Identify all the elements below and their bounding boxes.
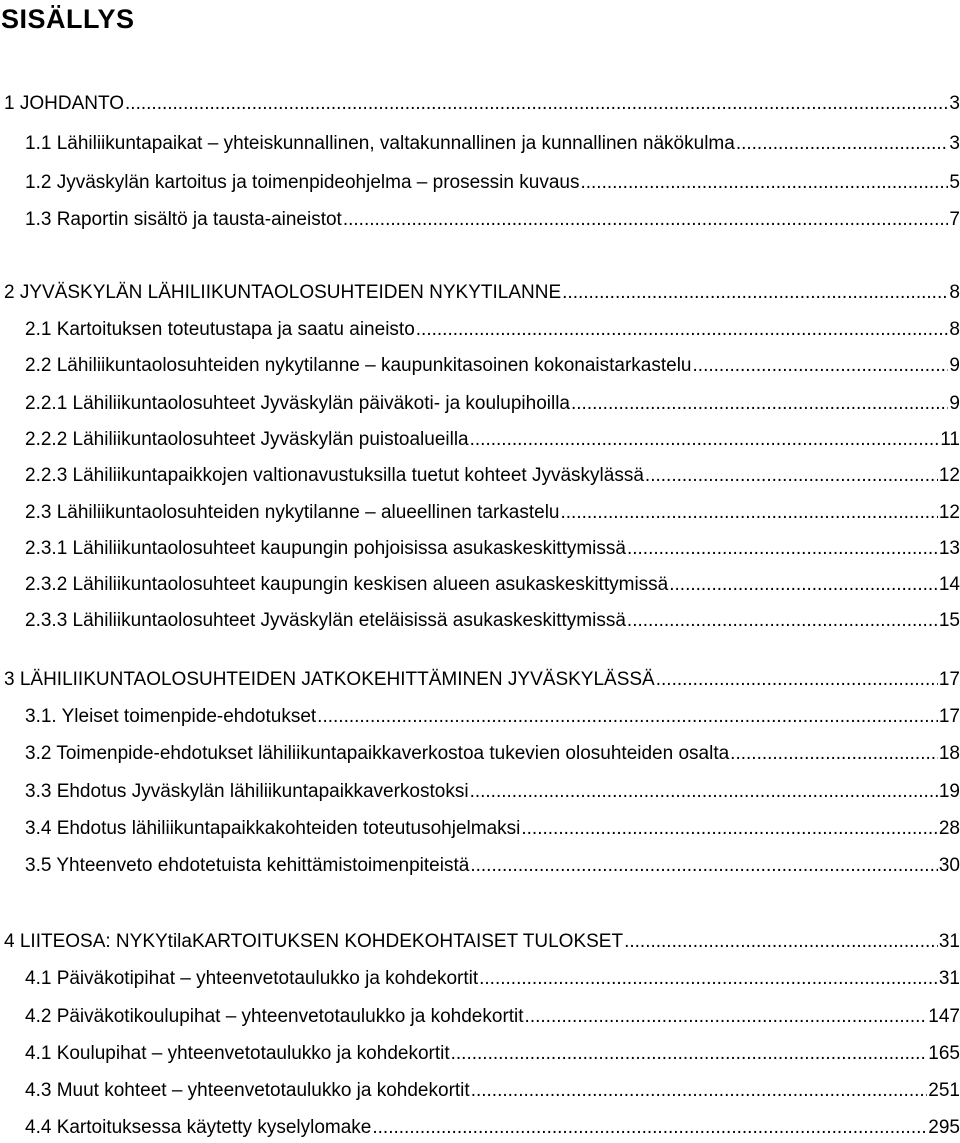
toc-leader-dots [571,392,948,416]
toc-entry[interactable] [25,132,960,156]
toc-entry-text: 3.4 Ehdotus lähiliikuntapaikkakohteiden toteutusohjelmaksi [25,818,521,839]
toc-entry-text: 2.3.1 Lähiliikuntaolosuhteet kaupungin pohjoisissa asukaskeskittymissä [25,538,626,559]
toc-leader-dots [470,428,940,452]
toc-entry-text: 4.3 Muut kohteet – yhteenvetotaulukko ja kohdekortit [25,1080,470,1101]
toc-entry[interactable] [25,780,960,804]
toc-leader-dots [372,1116,927,1140]
toc-leader-dots [645,464,938,488]
toc-leader-dots [470,780,938,804]
toc-entry[interactable] [4,281,960,305]
toc-entry-text: 2.3.3 Lähiliikuntaolosuhteet Jyväskylän eteläisissä asukaskeskittymissä [25,610,626,631]
toc-entry[interactable] [25,354,960,378]
toc-leader-dots [451,1042,928,1066]
toc-page-number: 31 [938,931,960,952]
toc-page-number: 15 [938,610,960,631]
toc-entry[interactable] [25,501,960,525]
toc-entry-text: 4.1 Päiväkotipihat – yhteenvetotaulukko ja kohdekortit [25,968,479,989]
toc-page-number: 5 [949,172,960,193]
toc-page-number: 8 [949,319,960,340]
toc-page-number: 147 [928,1006,960,1027]
toc-page-number: 251 [928,1080,960,1101]
toc-page-number: 9 [949,393,960,414]
toc-entry-text: 2.2.2 Lähiliikuntaolosuhteet Jyväskylän puistoalueilla [25,429,469,450]
toc-page-number: 12 [938,502,960,523]
toc-leader-dots [627,537,938,561]
toc-page-number: 14 [938,574,960,595]
toc-entry[interactable] [4,930,960,954]
toc-entry[interactable] [25,817,960,841]
toc-entry-text: 4.2 Päiväkotikoulupihat – yhteenvetotaulukko ja kohdekortit [25,1006,524,1027]
toc-leader-dots [624,930,938,954]
toc-leader-dots [693,354,949,378]
toc-page-number: 19 [938,781,960,802]
toc-leader-dots [470,854,938,878]
toc-page-number: 12 [938,465,960,486]
toc-leader-dots [521,817,937,841]
toc-leader-dots [125,92,948,116]
toc-entry-text: 2 JYVÄSKYLÄN LÄHILIIKUNTAOLOSUHTEIDEN NYKYTILANNE [4,282,562,303]
toc-entry[interactable] [25,537,960,561]
toc-page-number: 13 [938,538,960,559]
toc-entry-text: 1.3 Raportin sisältö ja tausta-aineistot [25,209,342,230]
toc-page-number: 3 [949,93,960,114]
toc-entry[interactable] [25,464,960,488]
toc-page-number: 17 [938,669,960,690]
toc-page-number: 28 [938,818,960,839]
toc-entry-text: 2.2.1 Lähiliikuntaolosuhteet Jyväskylän päiväkoti- ja koulupihoilla [25,393,570,414]
toc-entry[interactable] [25,967,960,991]
toc-page-number: 11 [940,429,960,450]
toc-entry[interactable] [25,742,960,766]
toc-leader-dots [317,705,938,729]
toc-leader-dots [730,742,938,766]
toc-page-number: 17 [938,706,960,727]
toc-entry[interactable] [4,92,960,116]
toc-page-number: 8 [949,282,960,303]
toc-entry[interactable] [25,171,960,195]
toc-page-number: 30 [938,855,960,876]
toc-page-number: 165 [928,1043,960,1064]
toc-page-number: 3 [949,133,960,154]
toc-entry[interactable] [25,318,960,342]
toc-entry-text: 2.3 Lähiliikuntaolosuhteiden nykytilanne – alueellinen tarkastelu [25,502,560,523]
toc-leader-dots [416,318,949,342]
toc-entry[interactable] [25,428,960,452]
toc-entry[interactable] [25,705,960,729]
toc-entry-text: 2.2.3 Lähiliikuntapaikkojen valtionavustuksilla tuetut kohteet Jyväskylässä [25,465,644,486]
toc-entry-text: 1 JOHDANTO [4,93,125,114]
toc-leader-dots [669,573,938,597]
toc-leader-dots [471,1079,928,1103]
toc-entry-text: 3.1. Yleiset toimenpide-ehdotukset [25,706,317,727]
toc-entry[interactable] [25,854,960,878]
toc-entry-text: 2.3.2 Lähiliikuntaolosuhteet kaupungin keskisen alueen asukaskeskittymissä [25,574,669,595]
toc-entry-text: 3.3 Ehdotus Jyväskylän lähiliikuntapaikkaverkostoksi [25,781,469,802]
toc-leader-dots [736,132,949,156]
toc-entry[interactable] [4,668,960,692]
toc-entry-text: 4 LIITEOSA: NYKYtilaKARTOITUKSEN KOHDEKOHTAISET TULOKSET [4,931,624,952]
toc-entry[interactable] [25,392,960,416]
toc-entry[interactable] [25,609,960,633]
toc-leader-dots [479,967,938,991]
toc-leader-dots [343,208,949,232]
toc-page-number: 31 [938,968,960,989]
toc-leader-dots [560,501,937,525]
toc-page-number: 9 [949,355,960,376]
page-title: SISÄLLYS [1,4,135,34]
toc-entry-text: 2.1 Kartoituksen toteutustapa ja saatu aineisto [25,319,415,340]
toc-entry[interactable] [25,1079,960,1103]
toc-leader-dots [656,668,938,692]
toc-page-number: 7 [949,209,960,230]
toc-page-number: 295 [928,1117,960,1138]
toc-entry-text: 4.4 Kartoituksessa käytetty kyselylomake [25,1117,372,1138]
toc-entry-text: 1.2 Jyväskylän kartoitus ja toimenpideohjelma – prosessin kuvaus [25,172,580,193]
toc-entry-text: 2.2 Lähiliikuntaolosuhteiden nykytilanne – kaupunkitasoinen kokonaistarkastelu [25,355,692,376]
toc-leader-dots [562,281,948,305]
toc-entry-text: 3.2 Toimenpide-ehdotukset lähiliikuntapaikkaverkostoa tukevien olosuhteiden osalta [25,743,730,764]
toc-entry-text: 1.1 Lähiliikuntapaikat – yhteiskunnallinen, valtakunnallinen ja kunnallinen näkökulma [25,133,735,154]
toc-entry[interactable] [25,1005,960,1029]
toc-entry-text: 3 LÄHILIIKUNTAOLOSUHTEIDEN JATKOKEHITTÄMINEN JYVÄSKYLÄSSÄ [4,669,655,690]
toc-page-number: 18 [938,743,960,764]
toc-leader-dots [525,1005,928,1029]
toc-entry-text: 4.1 Koulupihat – yhteenvetotaulukko ja kohdekortit [25,1043,450,1064]
toc-entry[interactable] [25,1042,960,1066]
toc-entry[interactable] [25,573,960,597]
toc-entry[interactable] [25,208,960,232]
toc-entry-text: 3.5 Yhteenveto ehdotetuista kehittämistoimenpiteistä [25,855,470,876]
toc-entry[interactable] [25,1116,960,1140]
toc-leader-dots [627,609,938,633]
toc-leader-dots [580,171,948,195]
